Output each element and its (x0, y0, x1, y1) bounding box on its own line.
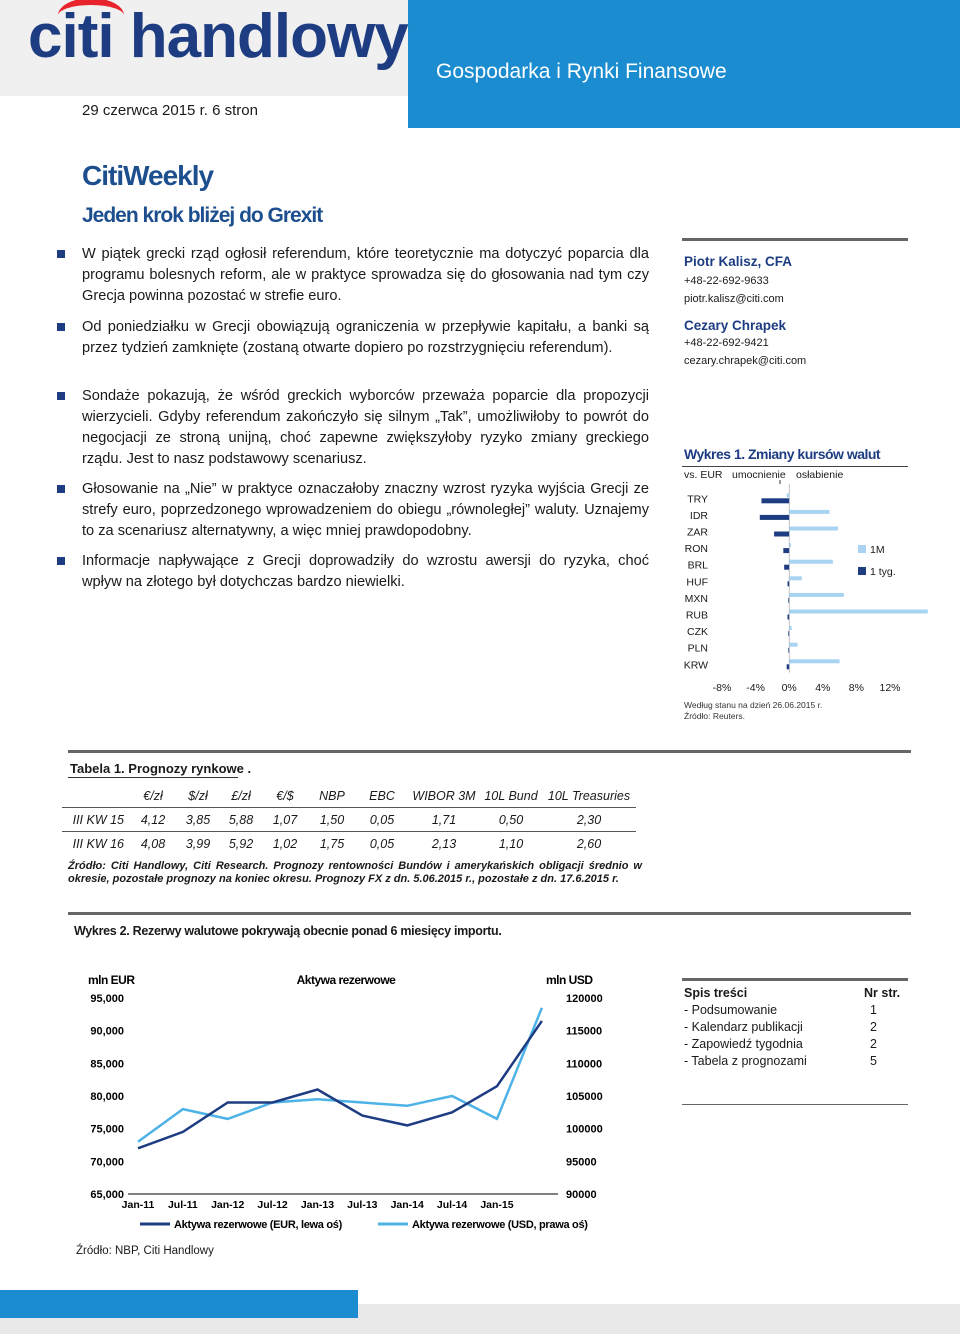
fx-x-tick-label: 4% (815, 682, 831, 694)
table-cell: 2,60 (576, 836, 602, 851)
bullet-point (57, 386, 649, 470)
x-tick-label: Jan-15 (480, 1199, 514, 1211)
fx-bar-1m (789, 610, 928, 614)
right-axis-tick-label: 110000 (566, 1058, 603, 1071)
fx-bar-1w (784, 565, 789, 570)
x-tick-label: Jan-13 (300, 1199, 335, 1211)
fx-bar-1m (789, 527, 838, 531)
left-axis-unit: mln EUR (88, 973, 135, 987)
toc-item-label[interactable]: - Zapowiedź tygodnia (684, 1037, 803, 1051)
fx-bar-1w (774, 532, 789, 537)
fx-x-tick-label: -4% (746, 682, 765, 694)
page-subtitle: Jeden krok bliżej do Grexit (82, 204, 323, 227)
table-cell: 0,50 (480, 808, 542, 832)
right-axis-tick-label: 90000 (566, 1189, 597, 1201)
x-tick-label: Jan-11 (121, 1199, 155, 1211)
bullet-square-icon (57, 392, 65, 400)
table-cell: 0,05 (356, 808, 408, 832)
fx-category-label: MXN (684, 592, 708, 605)
reserves-chart-heading: Wykres 2. Rezerwy walutowe pokrywają obecnie ponad 6 miesięcy importu. (74, 924, 502, 938)
footer-blue-band (0, 1290, 358, 1318)
publication-title: Gospodarka i Rynki Finansowe (436, 60, 727, 83)
fx-category-label: TRY (687, 493, 708, 506)
bullet-square-icon (57, 250, 65, 258)
bullet-square-icon (57, 557, 65, 565)
table-cell: 1,50 (308, 808, 356, 832)
bullet-point (57, 479, 649, 542)
fx-strengthen-label: umocnienie (732, 469, 786, 481)
table-header-cell: 10L Treasuries (542, 784, 636, 808)
toc-item-page: 1 (870, 1003, 877, 1017)
table-row-label: III KW 16 (72, 836, 124, 851)
table-cell: 1,02 (272, 836, 298, 851)
forecast-table (62, 784, 636, 855)
bullet-square-icon (57, 323, 65, 331)
fx-legend-label: 1M (870, 544, 885, 556)
fx-category-label: RON (684, 543, 708, 556)
table-header-cell: EBC (356, 784, 408, 808)
toc-item-page: 5 (870, 1054, 877, 1068)
fx-bar-1m (789, 643, 797, 647)
fx-category-label: RUB (685, 609, 708, 622)
issue-date: 29 czerwca 2015 r. 6 stron (82, 102, 258, 119)
toc-item-label[interactable]: - Tabela z prognozami (684, 1054, 807, 1068)
bullet-point (57, 551, 649, 593)
bullet-text: Informacje napływające z Grecji doprowadziły do wzrostu awersji do ryzyka, choć wpływ na złotego był dotychczas bardzo niewielki. (82, 553, 649, 590)
fx-category-label: KRW (683, 659, 708, 672)
chart2-divider (68, 912, 911, 915)
reserves-chart-source: Źródło: NBP, Citi Handlowy (76, 1245, 214, 1257)
fx-bar-1w (788, 581, 790, 586)
fx-x-tick-label: 12% (879, 682, 901, 694)
table-row (62, 832, 636, 856)
x-tick-label: Jul-14 (436, 1199, 468, 1211)
table-title-underline (68, 777, 238, 778)
fx-vs-label: vs. EUR (684, 469, 723, 481)
x-tick-label: Jan-12 (211, 1199, 245, 1211)
fx-category-label: IDR (689, 509, 708, 522)
left-axis-tick-label: 65,000 (90, 1189, 124, 1201)
bullet-text: Sondaże pokazują, że wśród greckich wyborców przeważa poparcie dla propozycji wierzycieli. Gdyby referendum zakończyło się silnym „Tak”, umożliwiłoby to powrót do negocjacji ze stroną unijną, choć zapewne zwiększyłoby ryzyko zmiany greckiego rządu. Jest to nasz podstawowy scenariusz. (82, 388, 649, 467)
legend-eur-label: Aktywa rezerwowe (EUR, lewa oś) (174, 1219, 342, 1231)
table-row (62, 808, 636, 832)
left-axis-tick-label: 75,000 (90, 1123, 124, 1136)
fx-category-label: HUF (686, 576, 708, 589)
fx-chart-source: Źródło: Reuters. (684, 711, 745, 721)
analyst-name: Cezary Chrapek (684, 318, 787, 333)
x-tick-label: Jan-14 (390, 1199, 424, 1211)
table-cell: 5,92 (228, 836, 254, 851)
table-row-label: III KW 15 (62, 808, 130, 832)
toc-header-label: Spis treści (684, 986, 748, 1000)
toc-item-page: 2 (870, 1037, 877, 1051)
toc-header (684, 986, 901, 1000)
table-header-row (62, 784, 636, 808)
table-cell: 5,88 (220, 808, 262, 832)
table-cell: 1,75 (319, 836, 345, 851)
table-header-cell: $/zł (176, 784, 220, 808)
analyst-phone: +48-22-692-9633 (684, 275, 769, 287)
fx-category-label: BRL (687, 559, 708, 572)
table-cell: 3,85 (176, 808, 220, 832)
fx-bar-1m (789, 510, 829, 514)
fx-category-label: ZAR (687, 526, 708, 539)
fx-bar-1w (783, 548, 789, 553)
fx-bar-1w (788, 631, 789, 636)
table-cell: 0,05 (369, 836, 395, 851)
fx-bar-1m (789, 593, 844, 597)
table-header-cell: WIBOR 3M (408, 784, 480, 808)
fx-bar-1w (788, 615, 790, 620)
reserves-chart-title: Aktywa rezerwowe (296, 973, 396, 987)
table-cell: 3,99 (185, 836, 211, 851)
fx-bar-1w (788, 648, 789, 653)
x-tick-label: Jul-13 (347, 1199, 378, 1211)
fx-bar-1m (789, 543, 791, 547)
left-axis-tick-label: 70,000 (90, 1156, 124, 1169)
table-cell: 1,10 (498, 836, 524, 851)
fx-bar-1m (789, 576, 802, 580)
toc-header-page: Nr str. (864, 986, 901, 1000)
bullet-point (57, 317, 649, 359)
fx-bar-1w (761, 498, 789, 503)
table-cell: 2,13 (431, 836, 457, 851)
toc-item-label[interactable]: - Kalendarz publikacji (684, 1020, 803, 1034)
table-header-cell: 10L Bund (480, 784, 542, 808)
toc-item[interactable] (684, 1020, 884, 1034)
toc-divider (682, 978, 908, 981)
table-header-cell (62, 784, 130, 808)
analyst-name: Piotr Kalisz, CFA (684, 254, 793, 269)
right-axis-tick-label: 115000 (566, 1025, 603, 1038)
left-axis-tick-label: 90,000 (90, 1025, 124, 1038)
table-header-cell: NBP (308, 784, 356, 808)
fx-x-tick-label: 0% (781, 682, 797, 694)
fx-chart-title: Wykres 1. Zmiany kursów walut (684, 446, 881, 462)
x-tick-label: Jul-11 (167, 1199, 198, 1211)
analyst-email[interactable]: piotr.kalisz@citi.com (684, 293, 784, 305)
fx-weaken-label: osłabienie (796, 469, 844, 481)
table-header-cell: £/zł (220, 784, 262, 808)
eur-reserves-line (138, 1021, 542, 1148)
bullet-text: W piątek grecki rząd ogłosił referendum, które teoretycznie ma dotyczyć poparcia dla programu bolesnych reform, ale w praktyce sprowadza się do głosowania nad tym czy Grecja powinna pozostać w strefie euro. (82, 246, 649, 304)
table-cell: 2,30 (542, 808, 636, 832)
table-header-cell: €/zł (130, 784, 176, 808)
fx-bar-1w (788, 598, 789, 603)
toc-item[interactable] (684, 1037, 884, 1051)
toc-item-label[interactable]: - Podsumowanie (684, 1003, 778, 1017)
table-cell: 4,08 (140, 836, 166, 851)
right-axis-tick-label: 100000 (566, 1123, 603, 1136)
fx-bar-1w (760, 515, 789, 520)
fx-x-tick-label: -8% (712, 682, 732, 694)
fx-legend-label: 1 tyg. (870, 566, 896, 578)
x-tick-label: Jul-12 (257, 1199, 288, 1211)
table-cell: 1,71 (408, 808, 480, 832)
logo-text: citi handlowy (28, 2, 408, 71)
analyst-email[interactable]: cezary.chrapek@citi.com (684, 355, 807, 367)
logo-arc-icon (58, 0, 124, 33)
table-header-cell: €/$ (262, 784, 308, 808)
fx-chart-footnote: Według stanu na dzień 26.06.2015 r. (684, 700, 823, 710)
right-axis-tick-label: 105000 (566, 1091, 603, 1103)
fx-x-tick-label: 8% (848, 682, 864, 694)
toc-item[interactable] (684, 1054, 884, 1068)
left-axis-tick-label: 85,000 (90, 1058, 124, 1071)
forecast-table-source: Źródło: Citi Handlowy, Citi Research. Prognozy rentowności Bundów i amerykańskich obligacji średnio w okresie, pozostałe prognozy na koniec okresu. Prognozy FX z dn. 5.06.2015 r., pozostałe z dn. 17.6.2015 r. (68, 860, 642, 885)
fx-bar-1w (787, 664, 790, 669)
bullet-text: Od poniedziałku w Grecji obowiązują ograniczenia w przepływie kapitału, a banki są przez tydzień zamknięte (zostaną otwarte dopiero po rozstrzygnięciu referendum). (82, 319, 649, 356)
bullet-square-icon (57, 485, 65, 493)
bullet-text: Głosowanie na „Nie” w praktyce oznaczałoby znaczny wzrost ryzyka wyjścia Grecji ze strefy euro, poprzedzonego wprowadzeniem do obiegu „równoległej” waluty. Uznajemy to za scenariusz alternatywny, a więc mniej prawdopodobny. (82, 481, 649, 539)
table-cell: 4,12 (130, 808, 176, 832)
table-divider (68, 750, 911, 753)
right-axis-tick-label: 120000 (566, 993, 603, 1005)
fx-change-chart (680, 466, 910, 698)
forecast-table-title: Tabela 1. Prognozy rynkowe . (70, 761, 252, 776)
fx-category-label: PLN (687, 642, 708, 655)
analyst-phone: +48-22-692-9421 (684, 337, 769, 349)
legend-usd-label: Aktywa rezerwowe (USD, prawa oś) (412, 1219, 588, 1231)
sidebar-divider (682, 238, 908, 241)
fx-legend-swatch (858, 545, 866, 553)
fx-bar-1m (787, 493, 790, 497)
page-title: CitiWeekly (82, 160, 214, 191)
fx-bar-1m (789, 560, 833, 564)
toc-item-page: 2 (870, 1020, 877, 1034)
right-axis-tick-label: 95000 (566, 1156, 597, 1169)
fx-legend-swatch (858, 567, 866, 575)
reserves-chart (68, 962, 603, 1242)
bullet-point (57, 244, 649, 307)
toc-item[interactable] (684, 1003, 884, 1017)
left-axis-tick-label: 80,000 (90, 1091, 124, 1103)
citi-handlowy-logo (28, 4, 408, 70)
right-axis-unit: mln USD (546, 973, 593, 987)
table-cell: 1,07 (262, 808, 308, 832)
fx-bar-1m (789, 659, 839, 663)
toc-bottom-divider (682, 1104, 908, 1105)
fx-bar-1m (789, 626, 792, 630)
fx-category-label: CZK (687, 626, 708, 639)
left-axis-tick-label: 95,000 (90, 993, 124, 1005)
